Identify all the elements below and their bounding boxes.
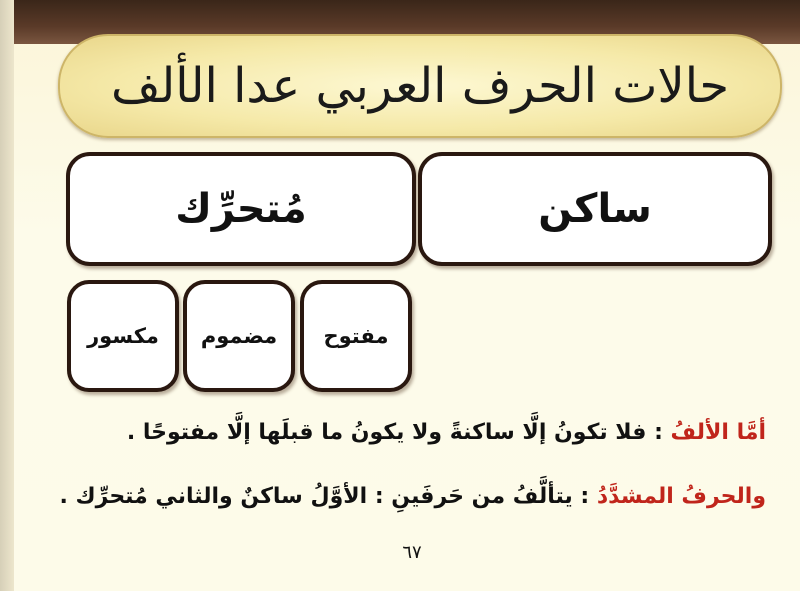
page-title: حالات الحرف العربي عدا الألف	[110, 58, 730, 114]
rule-text-mushaddad: : يتألَّفُ من حَرفَينِ : الأوَّلُ ساكنٌ والثاني مُتحرِّك .	[59, 484, 597, 509]
state-card-sakin	[418, 152, 772, 266]
vowel-label-maksur: مكسور	[87, 324, 159, 348]
state-label-mutaharrik: مُتحرِّك	[175, 186, 307, 232]
rule-term-alif: أمَّا الألفُ	[670, 420, 766, 445]
vowel-label-madmum: مضموم	[200, 324, 278, 348]
page-number: ٦٧	[402, 541, 422, 563]
vowel-label-maftuh: مفتوح	[323, 324, 389, 348]
vowel-card-madmum	[183, 280, 295, 392]
rule-mushaddad	[59, 484, 766, 509]
state-card-mutaharrik	[66, 152, 416, 266]
rule-alif	[127, 420, 766, 445]
vowel-card-maftuh	[300, 280, 412, 392]
page-edge	[0, 0, 14, 591]
vowel-card-maksur	[67, 280, 179, 392]
rule-text-alif: : فلا تكونُ إلَّا ساكنةً ولا يكونُ ما قبلَها إلَّا مفتوحًا .	[126, 420, 671, 445]
state-label-sakin: ساكن	[538, 186, 652, 232]
rule-term-mushaddad: والحرفُ المشدَّدُ	[596, 484, 766, 509]
title-banner	[58, 34, 782, 138]
